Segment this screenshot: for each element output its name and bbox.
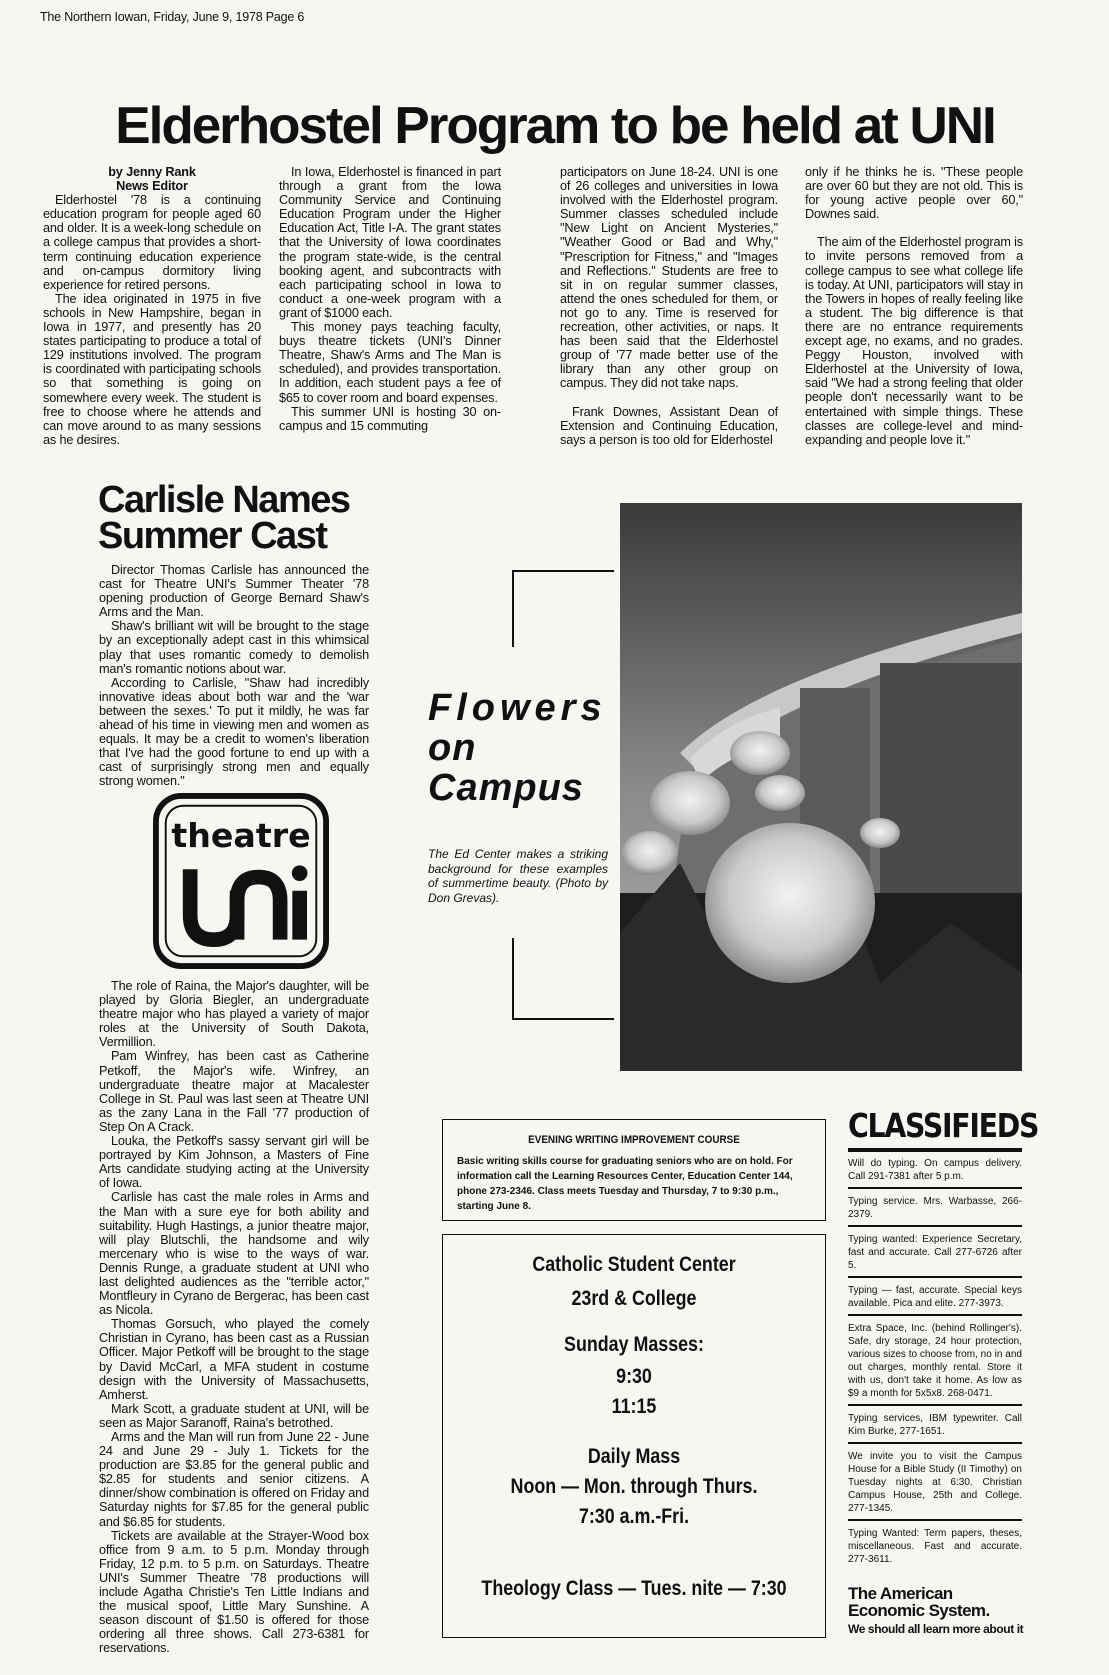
paragraph: The aim of the Elderhostel program is to invite persons removed from a college campus to see what college life is today. At UNI, participators will stay in the Towers in hopes of really feeling like a student. The big difference is that there are no entrance requirements except age, no exams, and no grades. Peggy Houston, involved with Elderhostel at the University of Iowa, said "We had a strong feeling that older people don't necessarily want to be entertained with simple things. These classes are college-level and mind-expanding and people love it." — [805, 235, 1024, 447]
american-economic-system-ad — [848, 1585, 1048, 1636]
ad-title: EVENING WRITING IMPROVEMENT COURSE — [528, 1134, 740, 1146]
elderhostel-headline: Elderhostel Program to be held at UNI — [115, 97, 995, 155]
ad-title-line: Economic System. — [848, 1601, 990, 1620]
logo-uni-text: uni — [153, 793, 155, 794]
paragraph: Tickets are available at the Strayer-Wood box office from 9 a.m. to 5 p.m. Monday through Friday, 12 p.m. to 5 p.m. on Saturdays. Theatre UNI's Summer Theatre '78 productions will include Agatha Christie's Ten Little Indians and the musical spoof, Little Mary Sunshine. A season discount of $1.50 is offered for those ordering all three shows. Call 273-6381 for reservations. — [99, 1528, 369, 1656]
ad-line: 11:15 — [611, 1395, 657, 1418]
paragraph: Shaw's brilliant wit will be brought to the stage by an exceptionally adept cast in this whimsical play that uses romantic comedy to demolish man's romantic notions about war. — [99, 619, 369, 676]
paragraph: Thomas Gorsuch, who played the comely Christian in Cyrano, has been cast as a Russian Officer. Major Petkoff will be brought to the stage by David McCarl, a MFA student in costume design with the University of Massachusetts, Amherst. — [99, 1317, 369, 1402]
bracket-bottom-decoration — [512, 938, 614, 1020]
ad-line: Theology Class — Tues. nite — 7:30 — [481, 1577, 787, 1600]
ad-line: Catholic Student Center — [532, 1253, 736, 1276]
classified-item: Extra Space, Inc. (behind Rollinger's). Safe, dry storage, 24 hour protection, various sizes to choose from, no in and out charges, monthly rental. Store it with us, don't take it home. As low as $9 a month for 5x5x8. 268-0471. — [848, 1320, 1022, 1406]
paragraph: Louka, the Petkoff's sassy servant girl will be portrayed by Kim Johnson, a Masters of Fine Arts candidate studying acting at the University of Iowa. — [99, 1134, 369, 1191]
classifieds-rule — [848, 1148, 1022, 1152]
title-line: Campus — [428, 767, 584, 809]
ad-line: Daily Mass — [587, 1445, 681, 1468]
ad-line: 7:30 a.m.-Fri. — [578, 1505, 690, 1528]
classifieds-list — [848, 1155, 1022, 1574]
paragraph: participators on June 18-24. UNI is one of 26 colleges and universities in Iowa involved with the Elderhostel program. Summer classes scheduled include "New Light on Ancient Mysteries," "Weather Good or Bad and Why," "Prescription for Fitness," and "Images and Reflections." Students are free to sit in on regular summer classes, attend the ones scheduled for them, or not go to any. Time is reserved for recreation, other activities, or naps. It has been said that the Elderhostel group of '77 made better use of the library than any other group on campus. They did not take naps. — [560, 165, 778, 391]
classified-item: We invite you to visit the Campus House for a Bible Study (II Timothy) on Tuesday nights at 6:30. Christian Campus House, 25th and College. 277-1345. — [848, 1448, 1022, 1521]
classified-item: Typing — fast, accurate. Special keys available. Pica and elite. 277-3973. — [848, 1282, 1022, 1316]
elderhostel-column-4 — [805, 165, 1023, 447]
paragraph: This summer UNI is hosting 30 on-campus and 15 commuting — [279, 404, 501, 433]
paragraph: In Iowa, Elderhostel is financed in part through a grant from the Iowa Community Service and Continuing Education Program under the Higher Education Act, Title I-A. The grant states that the University of Iowa coordinates the program state-wide, is the central booking agent, and subcontracts with each participating school in Iowa to conduct a one-week program with a grant of $1000 each. — [279, 165, 501, 320]
logo-theatre-text: theatre — [171, 815, 311, 855]
bracket-top-decoration — [512, 570, 614, 647]
elderhostel-column-3 — [560, 165, 778, 447]
byline-title: News Editor — [116, 179, 188, 194]
classified-item: Typing services, IBM typewriter. Call Kim Burke, 277-1651. — [848, 1410, 1022, 1444]
headline-line: Carlisle Names — [98, 479, 350, 521]
paragraph: Pam Winfrey, has been cast as Catherine Petkoff, the Major's wife. Winfrey, an undergraduate theatre major at Macalester College in St. Paul was last seen at Theatre UNI as the zany Lana in the Fall '77 production of Step On A Crack. — [99, 1049, 369, 1134]
paragraph: This money pays teaching faculty, buys theatre tickets (UNI's Dinner Theatre, Shaw's Arms and The Man is scheduled), and provides transportation. In addition, each student pays a fee of $65 to cover room and board expenses. — [279, 320, 501, 405]
ad-body: Basic writing skills course for graduating seniors who are on hold. For information call the Learning Resources Center, Education Center 144, phone 273-2346. Class meets Tuesday and Thursday, 7 to 9:30 p.m., starting June 8. — [457, 1156, 793, 1212]
ad-line: Noon — Mon. through Thurs. — [510, 1475, 758, 1498]
carlisle-article-part-2 — [99, 979, 369, 1656]
ad-slogan: We should all learn more about it — [848, 1622, 1024, 1636]
ad-line: Sunday Masses: — [564, 1333, 704, 1356]
paragraph: Arms and the Man will run from June 22 - June 24 and June 29 - July 1. Tickets for the production are $3.85 for the general public and $2.85 for students and senior citizens. A dinner/show combination is offered on Friday and Saturday nights for $7.85 for the general public and $6.85 for students. — [99, 1430, 369, 1529]
classified-item: Typing Wanted: Term papers, theses, miscellaneous. Fast and accurate. 277-3611. — [848, 1528, 1022, 1565]
classified-item: Will do typing. On campus delivery. Call 291-7381 after 5 p.m. — [848, 1155, 1022, 1189]
ad-title-line: The American — [848, 1584, 953, 1603]
folio-line: The Northern Iowan, Friday, June 9, 1978 Page 6 — [40, 10, 305, 24]
ad-line: 23rd & College — [571, 1287, 697, 1310]
ad-line: 9:30 — [616, 1365, 652, 1388]
title-line: Flowers — [428, 687, 607, 729]
title-line: on — [428, 727, 477, 769]
flowers-title — [428, 688, 607, 808]
paragraph: Director Thomas Carlisle has announced the cast for Theatre UNI's Summer Theater '78 opening production of George Bernard Shaw's Arms and the Man. — [99, 563, 369, 620]
headline-line: Summer Cast — [98, 515, 327, 557]
paragraph: Carlisle has cast the male roles in Arms and the Man with a sure eye for both ability and suitability. Hugh Hastings, a junior theatre major, will play Blutschli, the handsome and wily mercenary who is wise to the ways of war. Dennis Runge, a graduate student at UNI who last delighted audiences as the "terrible actor," Montfleury in Cyrano de Bergerac, has been cast as Nicola. — [99, 1190, 369, 1318]
theatre-uni-logo — [153, 793, 329, 969]
paragraph: Elderhostel '78 is a continuing education program for people aged 60 and older. It is a week-long schedule on a college campus that provides a short-term continuing education experience and on-campus dormitory living experience for retired persons. — [43, 193, 261, 292]
paragraph: Frank Downes, Assistant Dean of Extension and Continuing Education, says a person is too old for Elderhostel — [560, 404, 778, 447]
photo-caption: The Ed Center makes a striking background for these examples of summertime beauty. (Photo by Don Grevas). — [428, 847, 608, 905]
classified-item: Typing service. Mrs. Warbasse, 266-2379. — [848, 1193, 1022, 1227]
elderhostel-column-1 — [43, 165, 261, 447]
paragraph: The idea originated in 1975 in five schools in New Hampshire, began in Iowa in 1977, and presently has 20 states participating to produce a total of 129 institutions involved. The program is coordinated with participating schools so that something is going on somewhere every week. The student is free to choose where he attends and can move around to as many sessions as he desires. — [43, 291, 261, 447]
byline: by Jenny Rank — [108, 165, 196, 179]
catholic-student-center-ad — [442, 1234, 826, 1638]
paragraph: The role of Raina, the Major's daughter, will be played by Gloria Biegler, an undergraduate theatre major who has played a variety of major roles at the University of South Dakota, Vermillion. — [99, 979, 369, 1050]
paragraph: only if he thinks he is. "These people are over 60 but they are not old. This is for young active people over 60," Downes said. — [805, 165, 1023, 222]
flowers-photo — [620, 503, 1022, 1071]
paragraph: Mark Scott, a graduate student at UNI, will be seen as Major Saranoff, Raina's betrothed. — [99, 1401, 369, 1430]
paragraph: According to Carlisle, "Shaw had incredibly innovative ideas about both war and the 'war between the sexes.' To put it mildly, he was far ahead of his time in viewing men and women as equals. It may be a credit to women's liberation that I've had the good fortune to end up with a cast of surprisingly strong men and equally strong women." — [99, 675, 369, 789]
classifieds-heading: CLASSIFIEDS — [848, 1106, 1039, 1145]
evening-writing-course-ad — [442, 1119, 826, 1221]
elderhostel-column-2 — [279, 165, 501, 433]
carlisle-headline — [98, 479, 350, 557]
carlisle-article-part-1 — [99, 563, 369, 789]
classified-item: Typing wanted: Experience Secretary, fast and accurate. Call 277-6726 after 5. — [848, 1231, 1022, 1278]
